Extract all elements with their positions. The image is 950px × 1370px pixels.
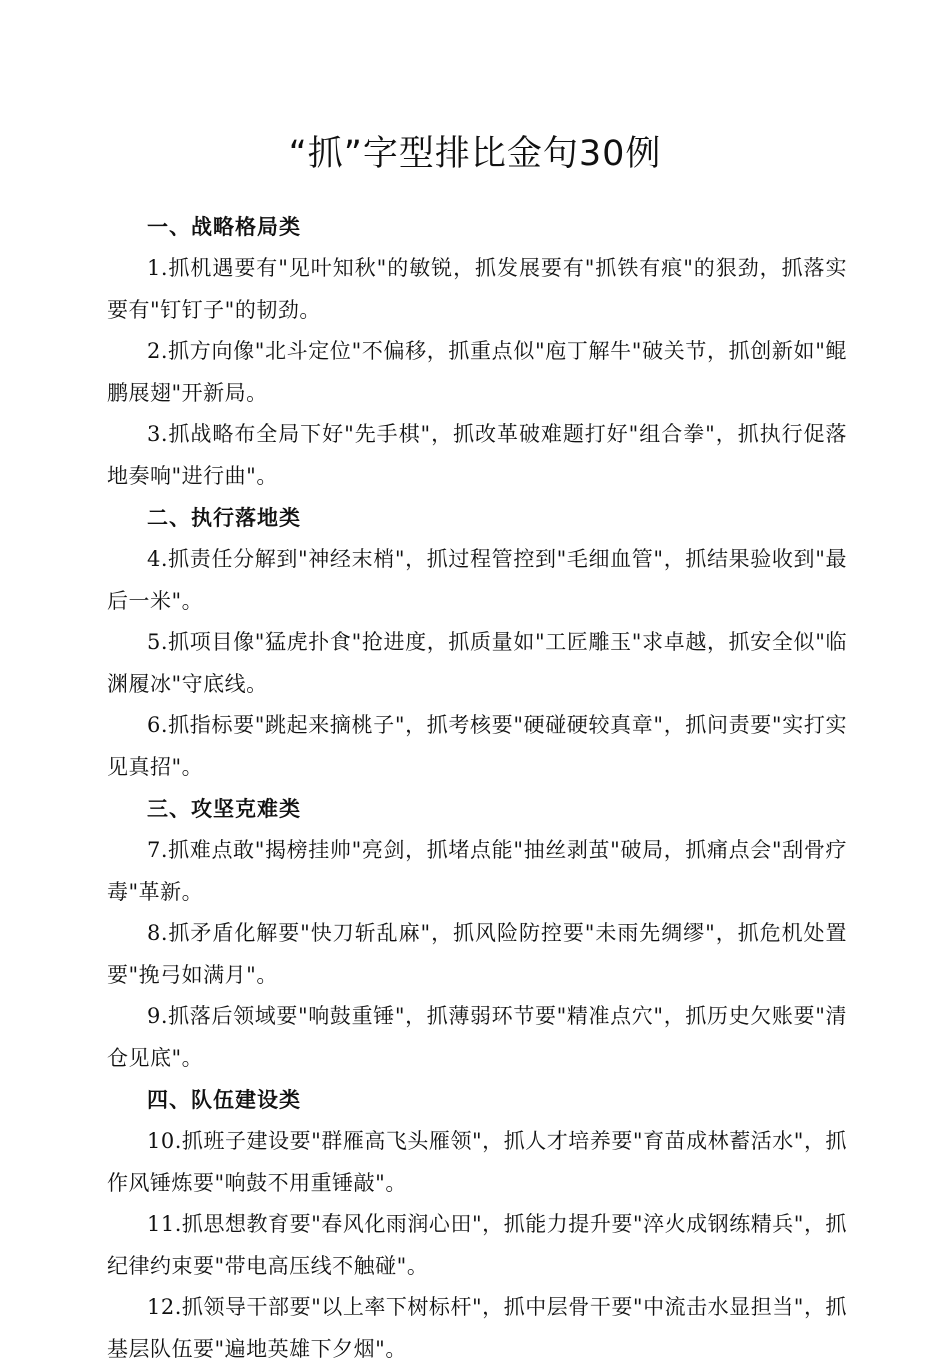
- section-execution: [107, 497, 847, 788]
- document-title: “抓”字型排比金句30例: [288, 134, 662, 174]
- section-heading: 一、战略格局类: [147, 215, 301, 239]
- list-item: 6.抓指标要"跳起来摘桃子"，抓考核要"硬碰硬较真章"，抓问责要"实打实见真招"。: [107, 713, 847, 779]
- list-item: 8.抓矛盾化解要"快刀斩乱麻"，抓风险防控要"未雨先绸缪"，抓危机处置要"挽弓如满月"。: [107, 921, 847, 987]
- list-item: 9.抓落后领域要"响鼓重锤"，抓薄弱环节要"精准点穴"，抓历史欠账要"清仓见底"。: [107, 1004, 847, 1070]
- list-item: 11.抓思想教育要"春风化雨润心田"，抓能力提升要"淬火成钢练精兵"，抓纪律约束要"带电高压线不触碰"。: [107, 1212, 847, 1278]
- section-team-building: [107, 1079, 847, 1370]
- section-heading: 四、队伍建设类: [147, 1088, 301, 1112]
- list-item: 2.抓方向像"北斗定位"不偏移，抓重点似"庖丁解牛"破关节，抓创新如"鲲鹏展翅"开新局。: [107, 339, 847, 405]
- section-tackling-difficulties: [107, 788, 847, 1079]
- list-item: 3.抓战略布全局下好"先手棋"，抓改革破难题打好"组合拳"，抓执行促落地奏响"进行曲"。: [107, 422, 847, 488]
- list-item: 7.抓难点敢"揭榜挂帅"亮剑，抓堵点能"抽丝剥茧"破局，抓痛点会"刮骨疗毒"革新。: [107, 838, 847, 904]
- list-item: 12.抓领导干部要"以上率下树标杆"，抓中层骨干要"中流击水显担当"，抓基层队伍要"遍地英雄下夕烟"。: [107, 1295, 847, 1361]
- list-item: 10.抓班子建设要"群雁高飞头雁领"，抓人才培养要"育苗成林蓄活水"，抓作风锤炼要"响鼓不用重锤敲"。: [107, 1129, 847, 1195]
- document-body: [107, 206, 847, 1370]
- list-item: 1.抓机遇要有"见叶知秋"的敏锐，抓发展要有"抓铁有痕"的狠劲，抓落实要有"钉钉子"的韧劲。: [107, 256, 847, 322]
- section-heading: 三、攻坚克难类: [147, 797, 301, 821]
- section-heading: 二、执行落地类: [147, 506, 301, 530]
- section-strategy: [107, 206, 847, 497]
- list-item: 5.抓项目像"猛虎扑食"抢进度，抓质量如"工匠雕玉"求卓越，抓安全似"临渊履冰"守底线。: [107, 630, 847, 696]
- list-item: 4.抓责任分解到"神经末梢"，抓过程管控到"毛细血管"，抓结果验收到"最后一米"。: [107, 547, 847, 613]
